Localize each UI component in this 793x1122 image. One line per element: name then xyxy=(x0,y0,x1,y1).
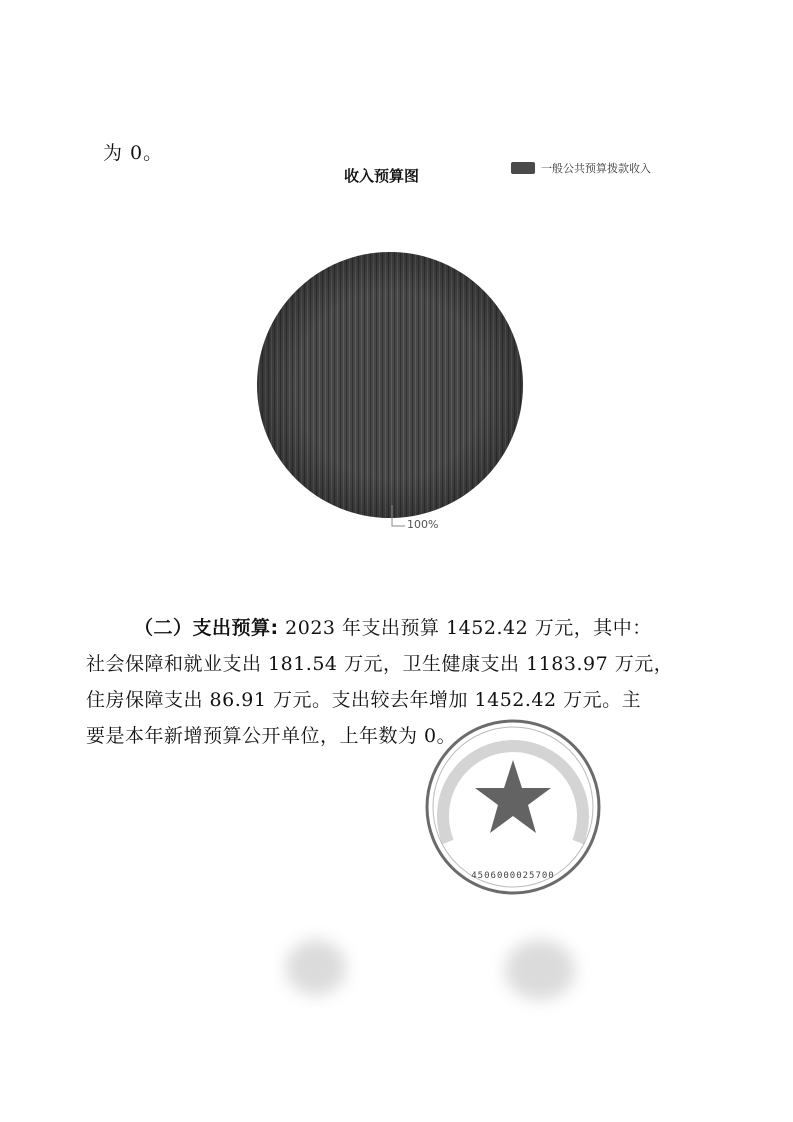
seal-code: 4506000025700 xyxy=(471,871,555,881)
legend-label: 一般公共预算拨款收入 xyxy=(541,162,651,175)
section-heading: （二）支出预算: xyxy=(134,617,279,639)
pie-slice-label: 100% xyxy=(407,518,439,531)
star-icon xyxy=(475,760,551,833)
pie-shade xyxy=(257,252,523,518)
paragraph-line-1: （二）支出预算: 2023 年支出预算 1452.42 万元，其中： xyxy=(134,617,652,639)
chart-title: 收入预算图 xyxy=(344,167,420,185)
pie-svg xyxy=(0,0,793,560)
previous-paragraph-tail: 为 0。 xyxy=(103,142,164,164)
scan-smudge xyxy=(286,940,346,995)
expenditure-paragraph xyxy=(86,610,711,754)
scan-smudge xyxy=(505,940,575,1000)
paragraph-line-4: 要是本年新增预算公开单位，上年数为 0。 xyxy=(86,725,457,747)
income-budget-chart xyxy=(0,0,793,560)
paragraph-line-2: 社会保障和就业支出 181.54 万元，卫生健康支出 1183.97 万元， xyxy=(86,653,674,675)
official-seal xyxy=(418,712,608,902)
paragraph-line-3: 住房保障支出 86.91 万元。支出较去年增加 1452.42 万元。主 xyxy=(86,689,642,711)
